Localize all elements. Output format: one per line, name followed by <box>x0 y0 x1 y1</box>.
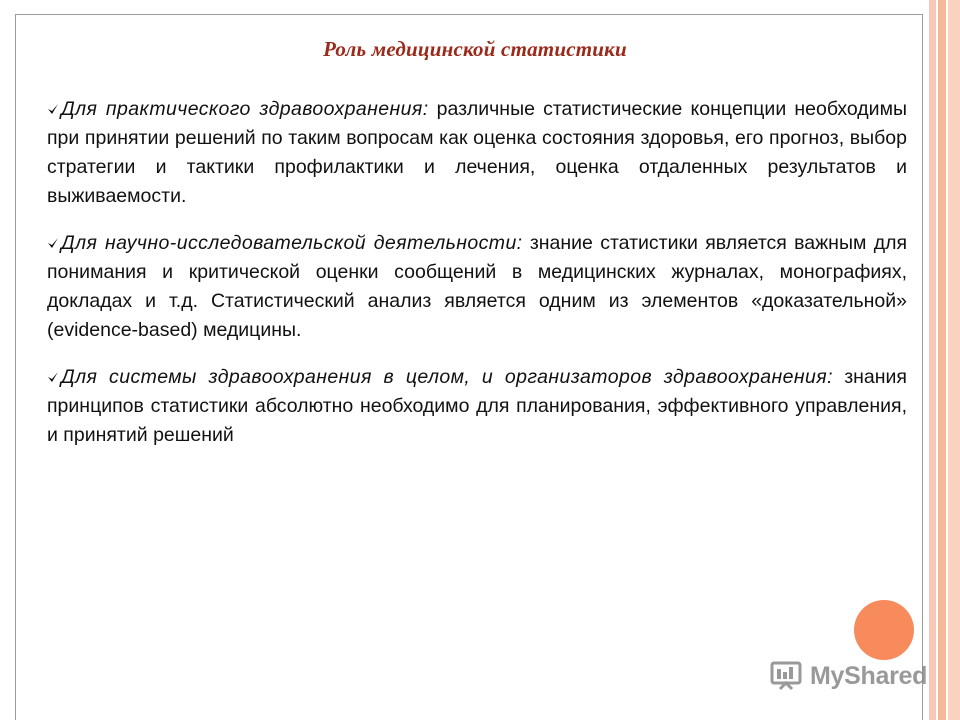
paragraph-health-system <box>47 363 907 450</box>
paragraph-lead: Для научно-исследовательской деятельности: <box>61 232 523 254</box>
arrow-check-bullet-icon <box>47 102 59 116</box>
watermark-text: MyShared <box>810 661 928 690</box>
slide-content <box>47 95 907 468</box>
paragraph-body: знания принципов статистики абсолютно необходимо для планирования, эффективного управления, и принятий решений <box>47 366 907 446</box>
arrow-check-bullet-icon <box>47 370 59 384</box>
slide-title: Роль медицинской статистики <box>323 37 627 61</box>
paragraph-lead: Для системы здравоохранения в целом, и организаторов здравоохранения: <box>61 366 833 388</box>
watermark <box>768 656 927 696</box>
arrow-check-bullet-icon <box>47 236 59 250</box>
paragraph-practical <box>47 95 907 211</box>
paragraph-research <box>47 229 907 345</box>
paragraph-body: знание статистики является важным для понимания и критической оценки сообщений в медицинских журналах, монографиях, докладах и т.д. Статистический анализ является одним из элементов «доказательной» (evidence-based) медицины. <box>47 232 908 341</box>
decorative-side-stripes <box>926 0 960 720</box>
decorative-orange-circle <box>854 600 914 660</box>
presentation-screen-icon <box>768 657 806 695</box>
paragraph-lead: Для практического здравоохранения: <box>61 98 429 120</box>
paragraph-body: различные статистические концепции необходимы при принятии решений по таким вопросам как оценка состояния здоровья, его прогноз, выбор стратегии и тактики профилактики и лечения, оценка отдаленных результатов и выживаемости. <box>47 98 907 207</box>
